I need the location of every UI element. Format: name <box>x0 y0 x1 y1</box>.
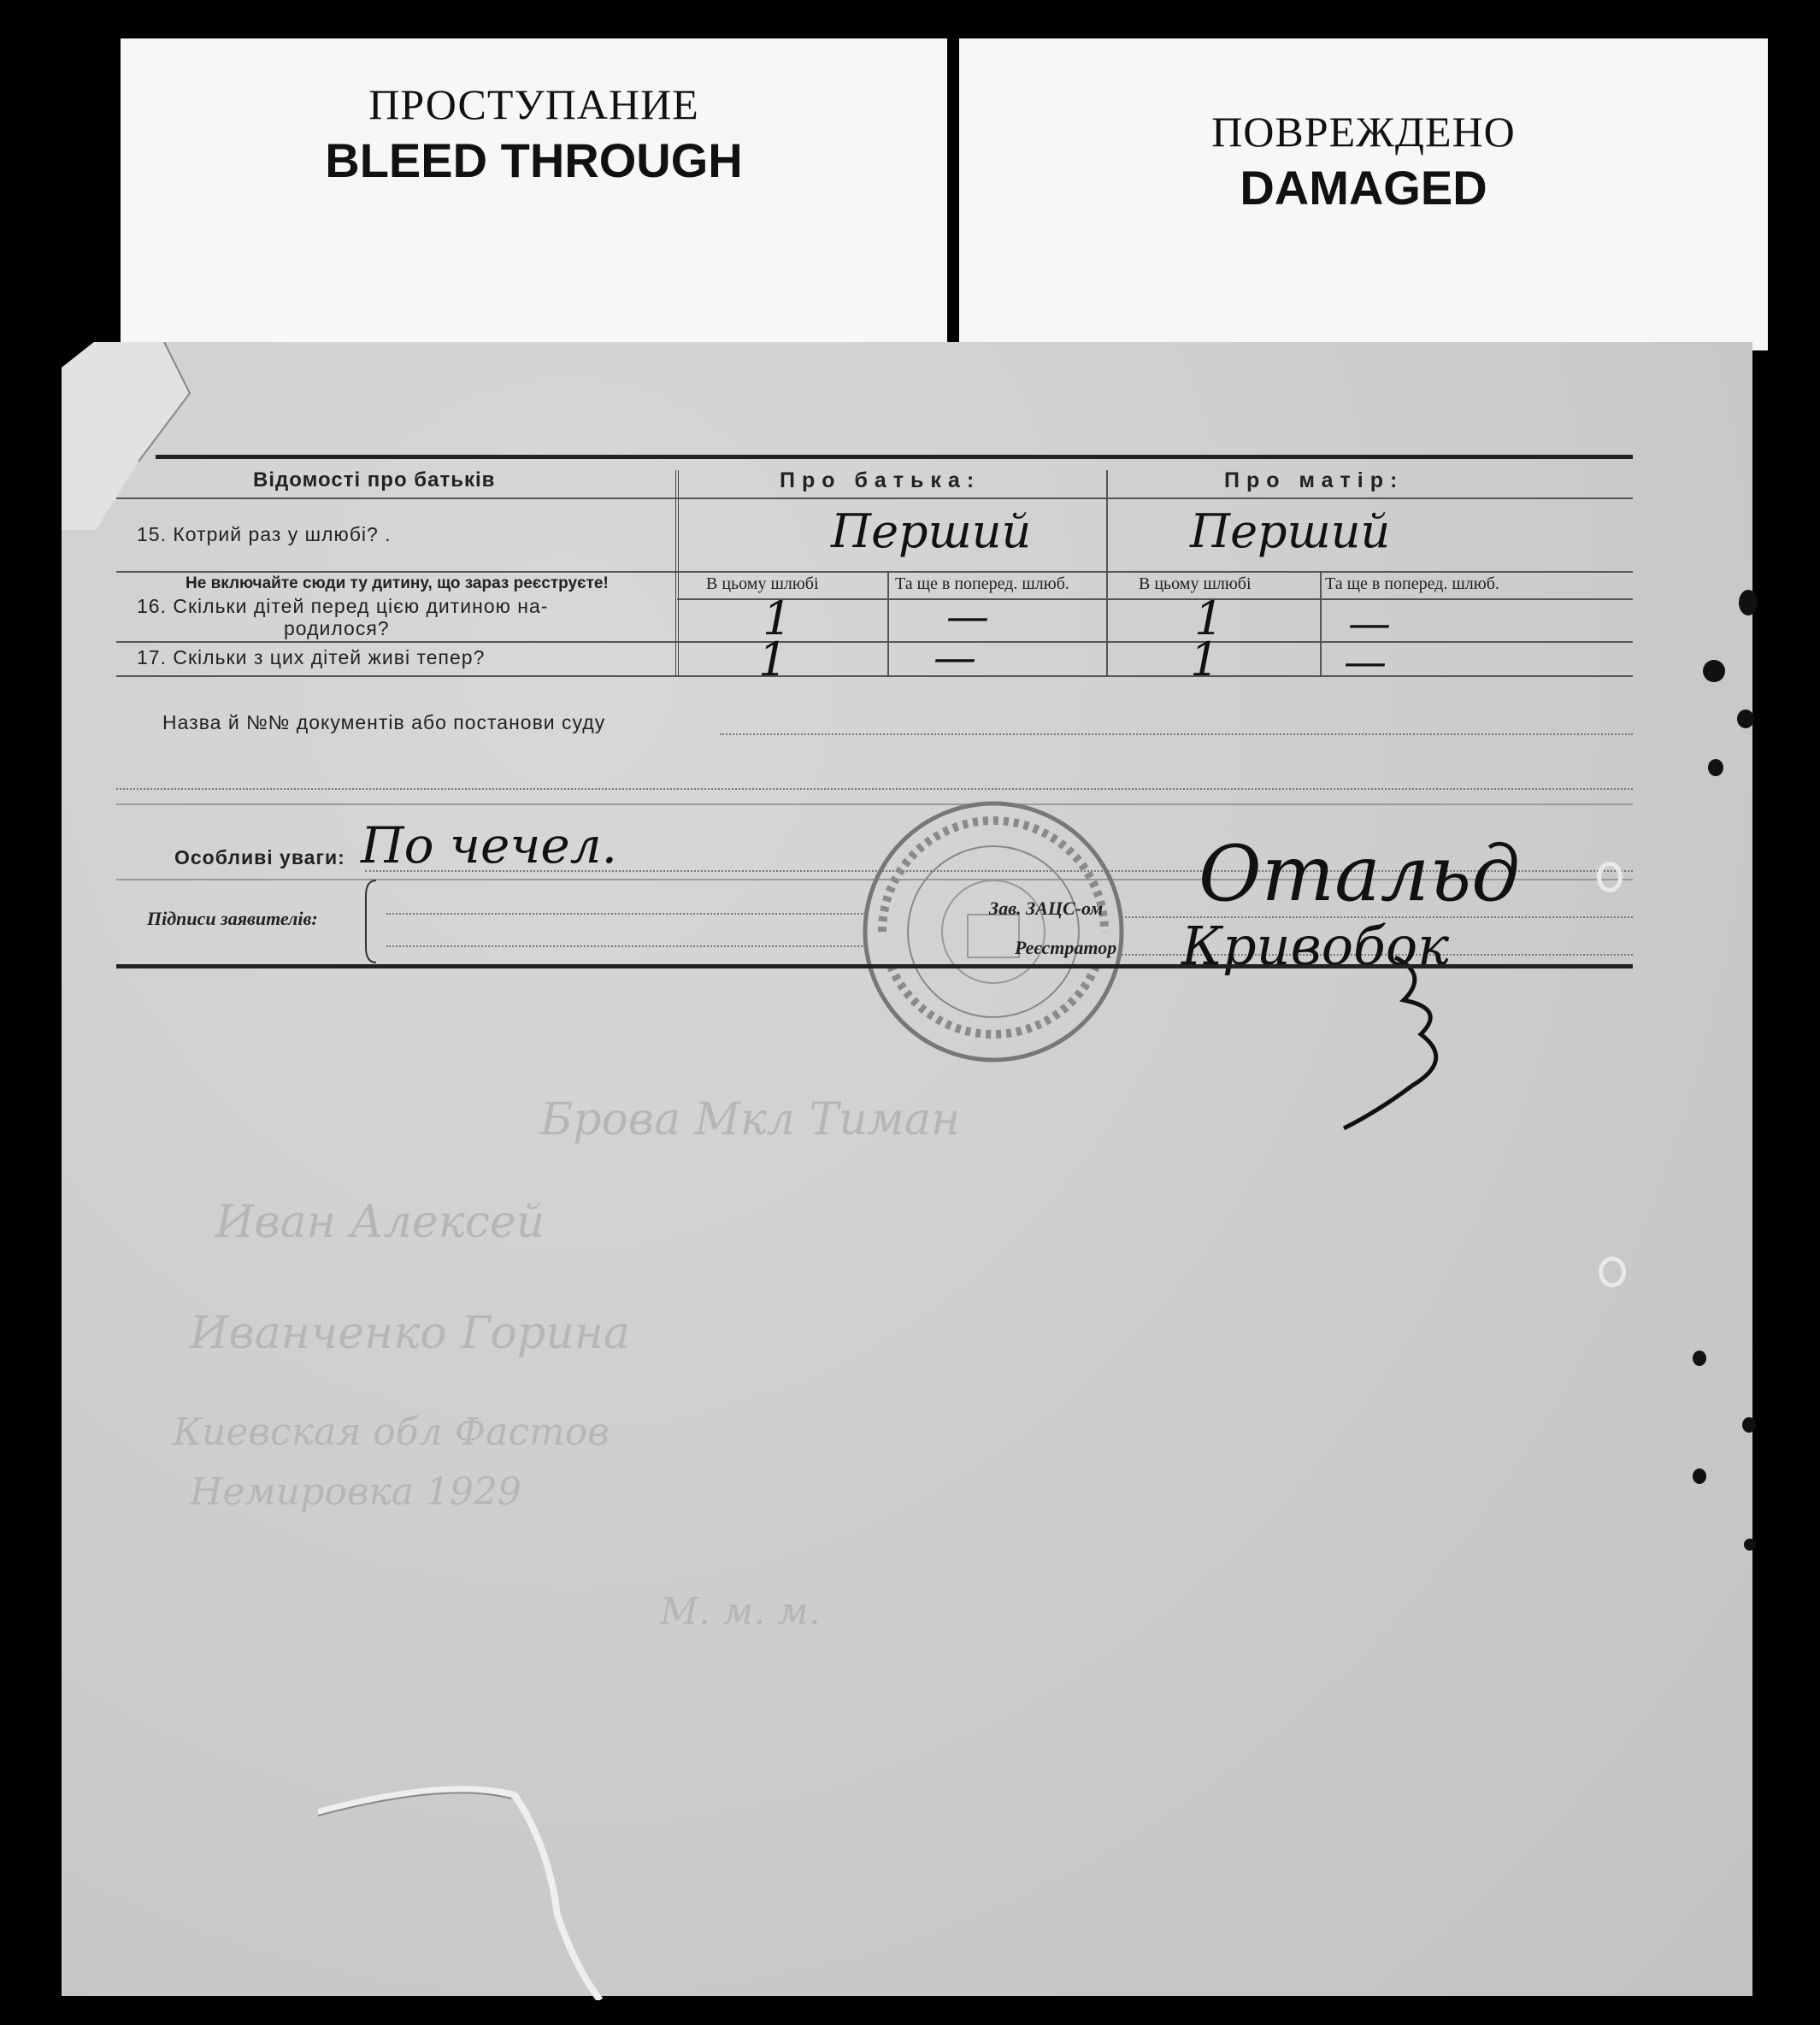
bleed-through-ghost: Иван Алексей <box>215 1197 545 1248</box>
table-row-rule <box>116 571 1633 573</box>
punch-ring <box>1597 862 1623 892</box>
answer-15-father: Перший <box>831 504 1032 558</box>
table-row-rule <box>116 641 1633 643</box>
table-bottom-rule <box>116 675 1633 677</box>
header-parents-info: Відомості про батьків <box>253 468 496 492</box>
answer-17-father-prev: — <box>934 633 976 682</box>
damaged-label-en: DAMAGED <box>1240 161 1487 215</box>
damaged-label-ru: ПОВРЕЖДЕНО <box>1211 108 1516 156</box>
bleed-through-card <box>121 38 947 350</box>
punch-ring <box>1599 1257 1626 1287</box>
question-16-line1: 16. Скільки дітей перед цією дитиною на- <box>137 595 549 617</box>
table-header-rule <box>116 497 1633 499</box>
table-column-divider <box>1106 470 1108 677</box>
binding-hole <box>1693 1469 1706 1484</box>
documents-label: Назва й №№ документів або постанови суду <box>162 711 606 733</box>
registrar-signature: Кривобок <box>1181 915 1450 977</box>
documents-dotted-line <box>116 788 1633 790</box>
header-mother: Про матір: <box>1224 468 1405 492</box>
special-notes-label: Особливі уваги: <box>174 846 345 868</box>
signature-flourish <box>1327 940 1464 1137</box>
folded-corner <box>62 342 207 530</box>
bleed-through-ghost: Иванченко Горина <box>190 1308 630 1359</box>
answer-15-mother: Перший <box>1190 504 1391 558</box>
question-15: 15. Котрий раз у шлюбі? . <box>137 523 392 545</box>
paper-tear <box>318 1744 626 2000</box>
applicants-dotted-line <box>386 913 865 915</box>
applicants-bracket <box>362 879 380 964</box>
bleed-through-ghost: Немировка 1929 <box>190 1470 521 1514</box>
binding-hole <box>1737 709 1754 728</box>
scanned-document-page <box>62 342 1752 1996</box>
bleed-through-label-ru: ПРОСТУПАНИЕ <box>368 80 699 128</box>
bleed-through-label-en: BLEED THROUGH <box>325 133 743 187</box>
question-17: 17. Скільки з цих дітей живі тепер? <box>137 646 486 668</box>
binding-hole <box>1703 660 1725 682</box>
table-column-divider <box>887 571 889 677</box>
binding-hole <box>1744 1539 1756 1551</box>
subheader-father-this-marriage: В цьому шлюбі <box>706 574 819 593</box>
binding-hole <box>1739 590 1758 615</box>
answer-17-mother-this: 1 <box>1190 633 1220 686</box>
subheader-mother-previous-marriage: Та ще в попеpед. шлюб. <box>1325 574 1499 593</box>
damaged-card <box>959 38 1768 350</box>
applicants-dotted-line <box>386 945 865 947</box>
bleed-through-ghost: М. м. м. <box>660 1590 821 1634</box>
binding-hole <box>1708 759 1723 776</box>
answer-16-mother-prev: — <box>1348 598 1391 648</box>
form-bottom-rule <box>116 964 1633 968</box>
table-column-divider <box>1320 571 1322 677</box>
answer-16-father-this: 1 <box>763 592 792 645</box>
table-column-divider <box>675 470 679 677</box>
question-16-note: Не включайте сюди ту дитину, що зараз реєструєте! <box>186 574 609 592</box>
answer-17-mother-prev: — <box>1344 637 1387 686</box>
table-subheader-rule <box>677 598 1633 600</box>
head-signature: Отальд <box>1199 829 1521 919</box>
binding-hole <box>1742 1417 1756 1433</box>
bleed-through-ghost: Киевская обл Фастов <box>173 1410 610 1454</box>
head-zags-label: Зав. ЗАЦС-ом <box>989 898 1104 919</box>
documents-dotted-line <box>720 733 1633 735</box>
header-father: Про батька: <box>780 468 981 492</box>
answer-16-mother-this: 1 <box>1194 592 1224 645</box>
bleed-through-ghost: Брова Мкл Тиман <box>540 1094 961 1145</box>
registrar-label: Реєстратор <box>1015 937 1117 958</box>
answer-16-father-prev: — <box>946 592 989 641</box>
subheader-father-previous-marriage: Та ще в попеpед. шлюб. <box>895 574 1069 593</box>
subheader-mother-this-marriage: В цьому шлюбі <box>1139 574 1252 593</box>
answer-17-father-this: 1 <box>758 633 788 686</box>
applicants-signature-label: Підписи заявителів: <box>147 908 318 929</box>
table-top-rule <box>156 455 1633 459</box>
special-notes-value: По чечел. <box>361 816 618 874</box>
official-stamp <box>848 795 1139 1068</box>
question-16-line2: родилося? <box>284 617 390 639</box>
binding-hole <box>1693 1351 1706 1366</box>
